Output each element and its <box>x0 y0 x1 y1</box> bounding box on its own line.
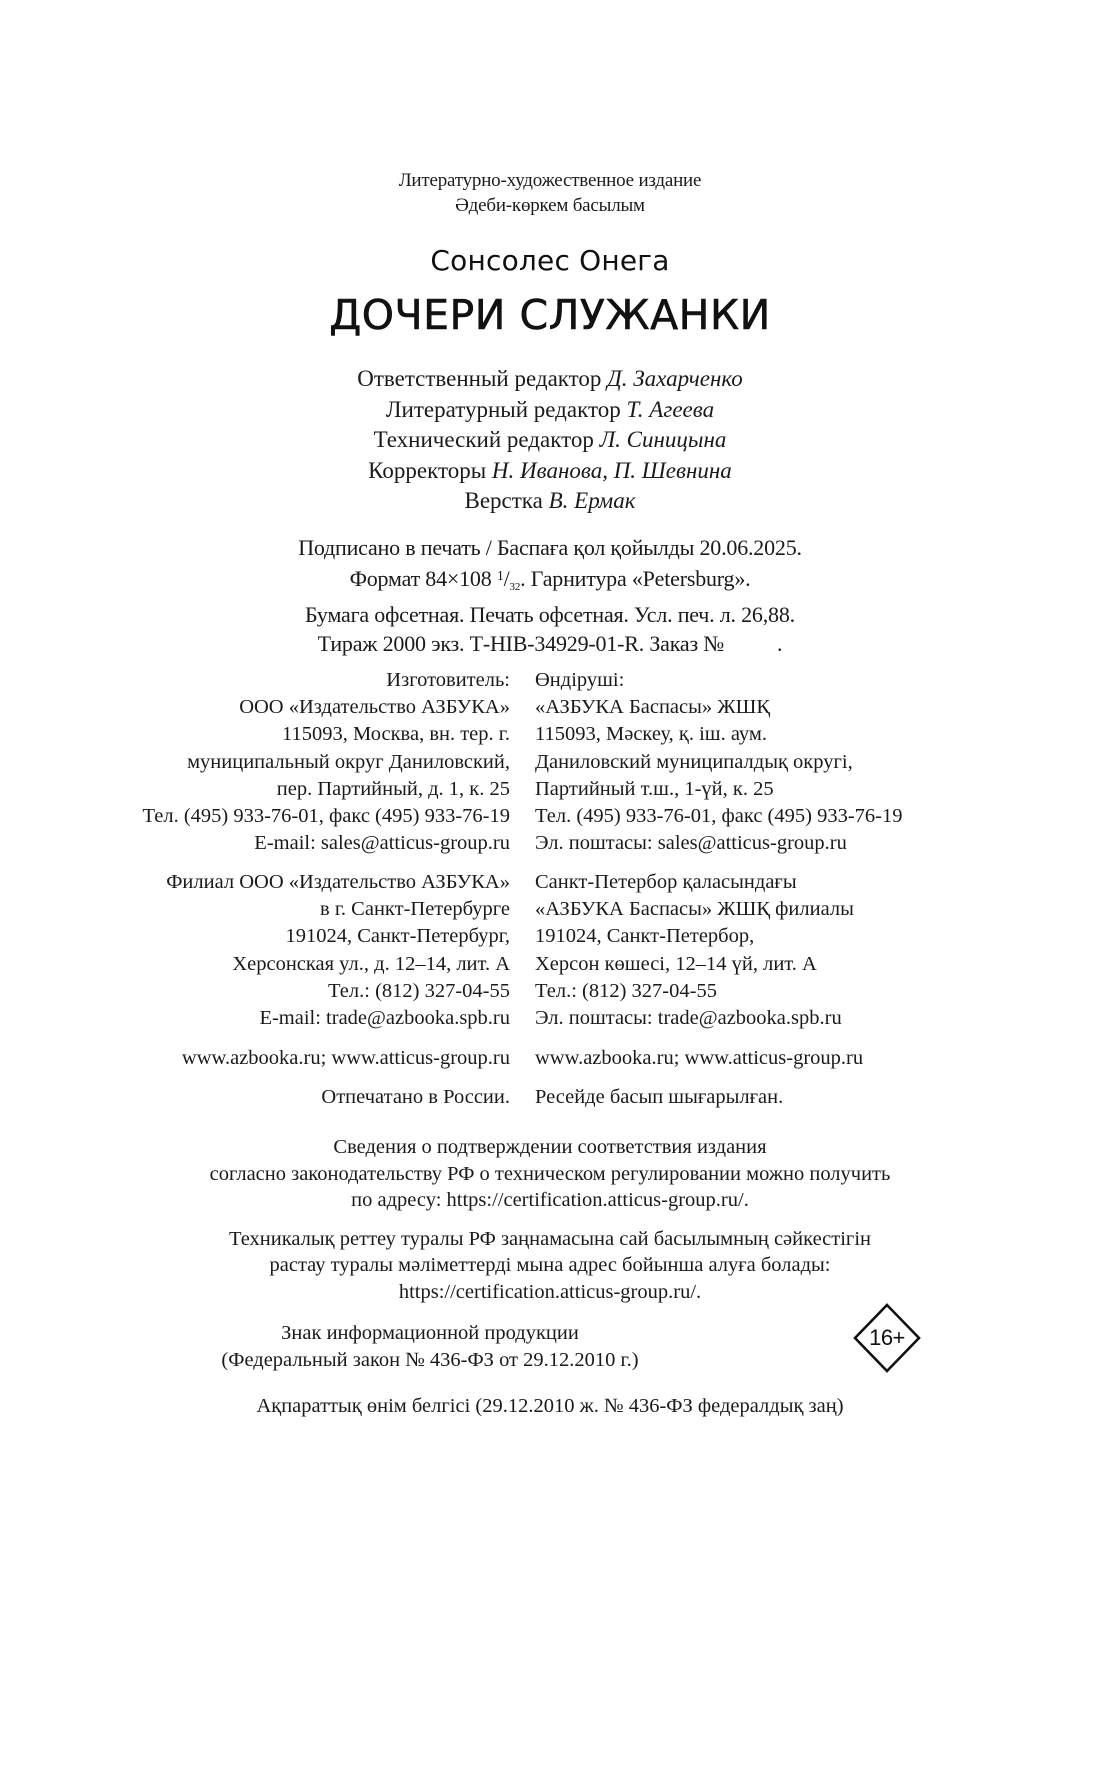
manufacturer-kz <box>535 667 903 857</box>
credit-role: Технический редактор <box>373 427 600 452</box>
printed-in-text: Отпечатано в России. <box>321 1086 510 1108</box>
edition-type-kz: Әдеби-көркем басылым <box>455 195 645 216</box>
branch-address-line: Херсон көшесі, 12–14 үй, лит. А <box>535 952 817 975</box>
edition-type-ru: Литературно-художественное издание <box>398 170 702 191</box>
branch-address-line: 191024, Санкт-Петербор, <box>535 925 755 948</box>
credit-role: Литературный редактор <box>385 396 627 422</box>
signed-to-print: Подписано в печать / Баспаға қол қойылды 20.06.2025. <box>298 535 802 560</box>
manufacturer-address-line: 115093, Мәскеу, қ. іш. аум. <box>535 723 767 746</box>
info-product-sign-kz: Ақпараттық өнім белгісі (29.12.2010 ж. № 436-ФЗ федералдық заң) <box>256 1395 844 1417</box>
credit-person: Д. Захарченко <box>607 366 743 391</box>
manufacturer-email: E-mail: sales@atticus-group.ru <box>254 832 510 855</box>
printed-in-ru <box>321 1084 510 1111</box>
format-denominator: 32 <box>509 580 521 593</box>
certification-ru-line: по адресу: https://certification.atticus-group.ru/. <box>351 1189 749 1212</box>
editorial-credits <box>0 364 1100 517</box>
manufacturer-company: «АЗБУКА Баспасы» ЖШҚ <box>535 696 770 719</box>
branch-city: Санкт-Петербор қаласындағы <box>535 871 797 893</box>
format-suffix: . Гарнитура «Petersburg». <box>520 565 751 591</box>
branch-ru <box>166 869 510 1032</box>
credit-person: Н. Иванова, П. Шевнина <box>491 457 732 483</box>
manufacturer-label: Өндіруші: <box>535 669 625 691</box>
manufacturer-address-line: Даниловский муниципалдық округі, <box>535 750 853 773</box>
websites-text: www.azbooka.ru; www.atticus-group.ru <box>535 1047 864 1069</box>
info-sign-title: Знак информационной продукции <box>281 1322 579 1344</box>
manufacturer-address-line: 115093, Москва, вн. тер. г. <box>282 723 510 746</box>
branch-city: в г. Санкт-Петербурге <box>320 898 510 921</box>
manufacturer-phone: Тел. (495) 933-76-01, факс (495) 933-76-19 <box>535 805 903 828</box>
branch-email: E-mail: trade@azbooka.spb.ru <box>259 1007 510 1030</box>
branch-address-line: 191024, Санкт-Петербург, <box>285 925 510 948</box>
credit-role: Верстка <box>464 488 549 513</box>
certification-kz-line: растау туралы мәліметтерді мына адрес бойынша алуға болады: <box>269 1254 831 1277</box>
author-name: Сонсолес Онега <box>430 244 670 277</box>
manufacturer-address-line: муниципальный округ Даниловский, <box>187 750 510 773</box>
credit-role: Корректоры <box>368 457 492 483</box>
info-product-sign-ru <box>0 1320 980 1374</box>
circulation-line: Тираж 2000 экз. Т-HIB-34929-01-R. Заказ № . <box>317 630 783 656</box>
certification-ru-line: согласно законодательству РФ о техническом регулировании можно получить <box>209 1162 891 1185</box>
age-rating-diamond-icon <box>853 1303 921 1373</box>
websites-ru <box>182 1045 510 1072</box>
certification-kz-line: Техникалық реттеу туралы РФ заңнамасына сай басылымның сәйкестігін <box>228 1227 872 1250</box>
printed-in-kz <box>535 1084 783 1111</box>
printed-in-text: Ресейде басып шығарылған. <box>535 1086 784 1108</box>
certification-info <box>0 1134 1100 1306</box>
credit-line <box>0 395 1100 426</box>
credit-line <box>0 456 1100 487</box>
format-numerator: 1 <box>496 568 504 584</box>
certification-kz-line: https://certification.atticus-group.ru/. <box>398 1280 702 1303</box>
spacer <box>0 1214 1100 1226</box>
paper-line: Бумага офсетная. Печать офсетная. Усл. печ. л. 26,88. <box>305 602 795 627</box>
credit-person: В. Ермак <box>548 488 636 513</box>
credit-person: Т. Агеева <box>626 396 715 422</box>
credit-line <box>0 425 1100 456</box>
websites-kz <box>535 1045 863 1072</box>
manufacturer-address-line: Партийный т.ш., 1-үй, к. 25 <box>535 777 774 800</box>
manufacturer-ru <box>143 667 511 857</box>
manufacturer-address-line: пер. Партийный, д. 1, к. 25 <box>276 777 510 800</box>
age-rating-label: 16+ <box>869 1325 905 1350</box>
printing-info <box>0 534 1100 658</box>
certification-ru-line: Сведения о подтверждении соответствия издания <box>333 1136 767 1158</box>
branch-email: Эл. поштасы: trade@azbooka.spb.ru <box>535 1007 842 1030</box>
credit-line <box>0 486 1100 517</box>
manufacturer-phone: Тел. (495) 933-76-01, факс (495) 933-76-19 <box>142 805 510 828</box>
book-title: ДОЧЕРИ СЛУЖАНКИ <box>329 291 771 339</box>
branch-phone: Тел.: (812) 327-04-55 <box>328 979 510 1002</box>
manufacturer-email: Эл. поштасы: sales@atticus-group.ru <box>535 832 847 855</box>
branch-address-line: Херсонская ул., д. 12–14, лит. А <box>232 952 510 975</box>
branch-phone: Тел.: (812) 327-04-55 <box>535 979 717 1002</box>
branch-kz <box>535 869 854 1032</box>
branch-company: «АЗБУКА Баспасы» ЖШҚ филиалы <box>535 898 854 921</box>
websites-text: www.azbooka.ru; www.atticus-group.ru <box>181 1047 510 1069</box>
branch-company: Филиал ООО «Издательство АЗБУКА» <box>166 871 510 893</box>
info-sign-law: (Федеральный закон № 436-ФЗ от 29.12.2010 г.) <box>221 1349 639 1371</box>
format-slash: / <box>503 565 510 591</box>
format-line <box>0 563 1100 602</box>
credit-line <box>0 364 1100 395</box>
manufacturer-label: Изготовитель: <box>386 669 510 691</box>
manufacturer-company: ООО «Издательство АЗБУКА» <box>239 696 510 719</box>
credit-person: Л. Синицына <box>599 427 727 452</box>
edition-type <box>0 168 1100 218</box>
credit-role: Ответственный редактор <box>357 366 608 391</box>
format-prefix: Формат 84×108 <box>349 565 497 591</box>
